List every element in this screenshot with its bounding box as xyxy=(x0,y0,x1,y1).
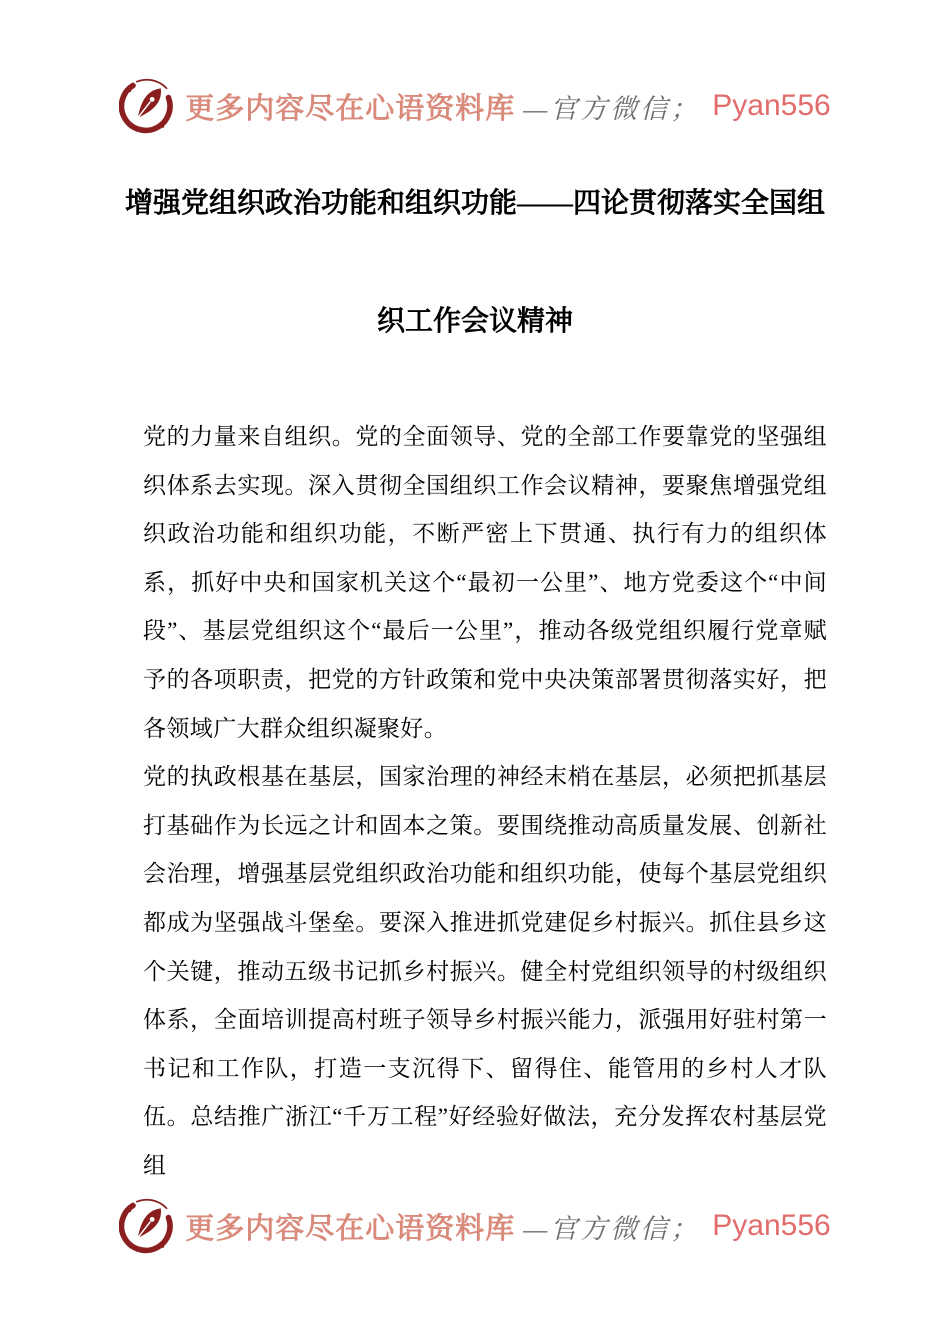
footer-watermark xyxy=(0,1196,950,1256)
watermark-brand-text: 更多内容尽在心语资料库 xyxy=(185,92,516,125)
header-watermark xyxy=(0,76,950,136)
watermark-wechat-id: Pyan556 xyxy=(712,89,831,122)
pen-nib-circle-icon xyxy=(119,76,175,136)
watermark-brand-text: 更多内容尽在心语资料库 xyxy=(185,1212,516,1245)
watermark-wechat-label: —官方微信； xyxy=(523,93,701,124)
document-body xyxy=(143,413,827,1191)
document-title-line1: 增强党组织政治功能和组织功能——四论贯彻落实全国组 xyxy=(124,188,825,219)
document-title-line2: 织工作会议精神 xyxy=(376,306,573,337)
watermark-wechat-label: —官方微信； xyxy=(523,1213,701,1244)
watermark-wechat-id: Pyan556 xyxy=(712,1209,831,1242)
paragraph-1: 党的力量来自组织。党的全面领导、党的全部工作要靠党的坚强组织体系去实现。深入贯彻全国组织工作会议精神，要聚焦增强党组织政治功能和组织功能，不断严密上下贯通、执行有力的组织体系，抓好中央和国家机关这个“最初一公里”、地方党委这个“中间段”、基层党组织这个“最后一公里”，推动各级党组织履行党章赋予的各项职责，把党的方针政策和党中央决策部署贯彻落实好，把各领域广大群众组织凝聚好。 xyxy=(143,424,827,741)
paragraph-2: 党的执政根基在基层，国家治理的神经末梢在基层，必须把抓基层打基础作为长远之计和固本之策。要围绕推动高质量发展、创新社会治理，增强基层党组织政治功能和组织功能，使每个基层党组织都成为坚强战斗堡垒。要深入推进抓党建促乡村振兴。抓住县乡这个关键，推动五级书记抓乡村振兴。健全村党组织领导的村级组织体系，全面培训提高村班子领导乡村振兴能力，派强用好驻村第一书记和工作队，打造一支沉得下、留得住、能管用的乡村人才队伍。总结推广浙江“千万工程”好经验好做法，充分发挥农村基层党组 xyxy=(143,764,827,1178)
pen-nib-circle-icon xyxy=(119,1196,175,1256)
